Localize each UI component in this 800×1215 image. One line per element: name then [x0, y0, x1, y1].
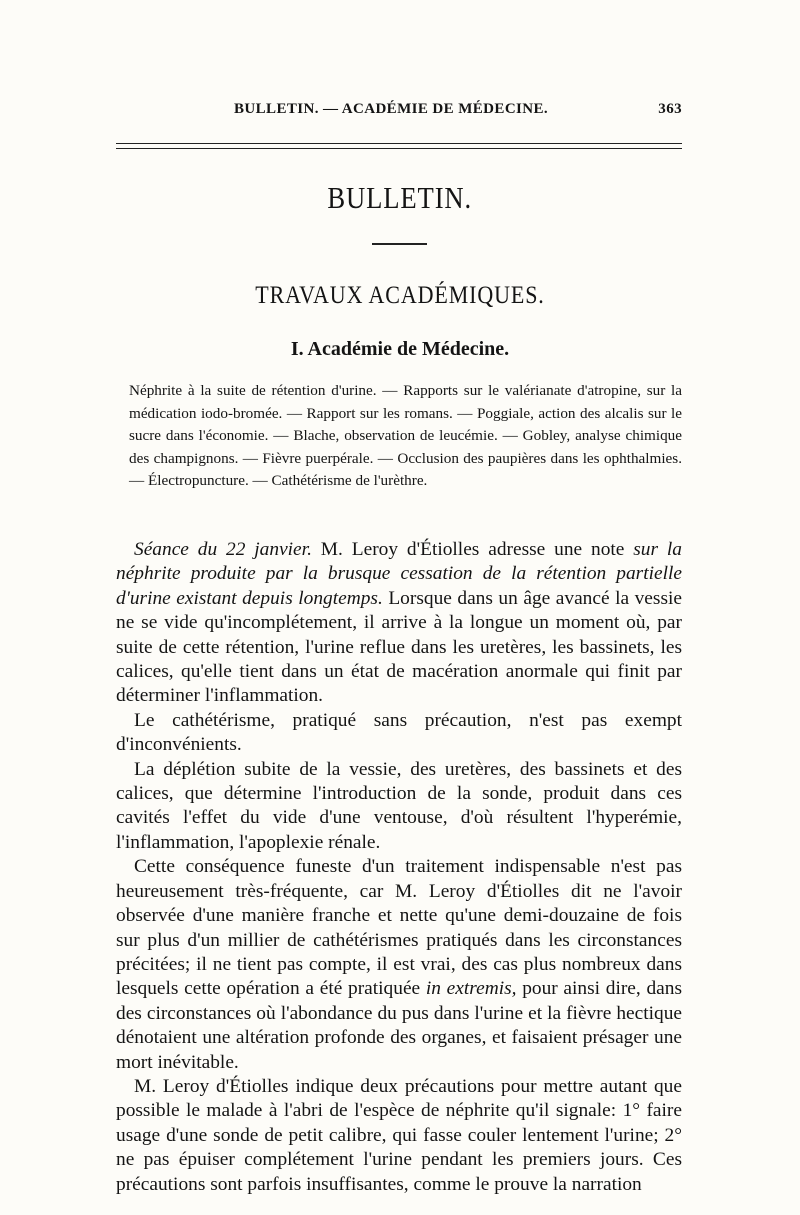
section-title: TRAVAUX ACADÉMIQUES.	[255, 282, 545, 309]
page-number: 363	[658, 101, 682, 117]
note-title: sur la néphrite produite par la brusque cessation de la rétention partielle d'urine existant depuis longtemps.	[116, 539, 683, 609]
title-divider	[372, 243, 427, 245]
paragraph-4	[116, 855, 682, 1075]
chapter-summary: Néphrite à la suite de rétention d'urine. — Rapports sur le valérianate d'atropine, sur la médication iodo-bromée. — Rapport sur les romans. — Poggiale, action des alcalis sur le sucre dans l'économie. — Blache, observation de leucémie. — Gobley, analyse chimique des champignons. — Fièvre puerpérale. — Occlusion des paupières dans les ophthalmies. — Électropuncture. — Cathétérisme de l'urèthre.	[129, 382, 682, 490]
paragraph-4-text-b: pour ainsi dire, dans des circonstances où l'abondance du pus dans l'urine et la fièvre hectique dénotaient une altération profonde des organes, et faisaient présager une mort inévitable.	[116, 978, 683, 1073]
paragraph-1-text-b: Lorsque dans un âge avancé la vessie ne se vide qu'incomplétement, il arrive à la longue un moment où, par suite de cette rétention, l'urine reflue dans les uretères, les bassinets, les calices, qu'elle tient dans un état de macération anormale qui finit par déterminer l'inflammation.	[116, 587, 682, 707]
paragraph-2: Le cathétérisme, pratiqué sans précaution, n'est pas exempt d'inconvénients.	[116, 709, 682, 756]
header-double-rule	[116, 143, 682, 149]
main-title: BULLETIN.	[327, 180, 473, 215]
paragraph-1	[116, 538, 682, 709]
paragraph-5: M. Leroy d'Étiolles indique deux précautions pour mettre autant que possible le malade à l'abri de l'espèce de néphrite qu'il signale: 1° faire usage d'une sonde de petit calibre, qui fasse couler lentement l'urine; 2° ne pas épuiser complétement l'urine pendant les premiers jours. Ces précautions sont parfois insuffisantes, comme le prouve la narration	[116, 1075, 682, 1195]
in-extremis: in extremis,	[425, 978, 517, 1000]
paragraph-3: La déplétion subite de la vessie, des uretères, des bassinets et des calices, que détermine l'introduction de la sonde, produit dans ces cavités l'effet du vide d'une ventouse, d'où résultent l'hyperémie, l'inflammation, l'apoplexie rénale.	[116, 758, 682, 853]
seance-date: Séance du 22 janvier.	[134, 539, 312, 560]
paragraph-4-text-a: Cette conséquence funeste d'un traitement indispensable n'est pas heureusement très-fréquente, car M. Leroy d'Étiolles dit ne l'avoir observée d'une manière franche et nette qu'une demi-douzaine de fois sur plus d'un millier de cathétérismes pratiqués dans les circonstances précitées; il ne tient pas compte, il est vrai, des cas plus nombreux dans lesquels cette opération a été pratiquée	[116, 856, 682, 1000]
body-text	[116, 538, 682, 1197]
subsection-title: I. Académie de Médecine.	[290, 338, 510, 360]
paragraph-1-text-a: M. Leroy d'Étiolles adresse une note	[311, 539, 634, 560]
running-head-title: BULLETIN. — ACADÉMIE DE MÉDECINE.	[234, 101, 549, 117]
